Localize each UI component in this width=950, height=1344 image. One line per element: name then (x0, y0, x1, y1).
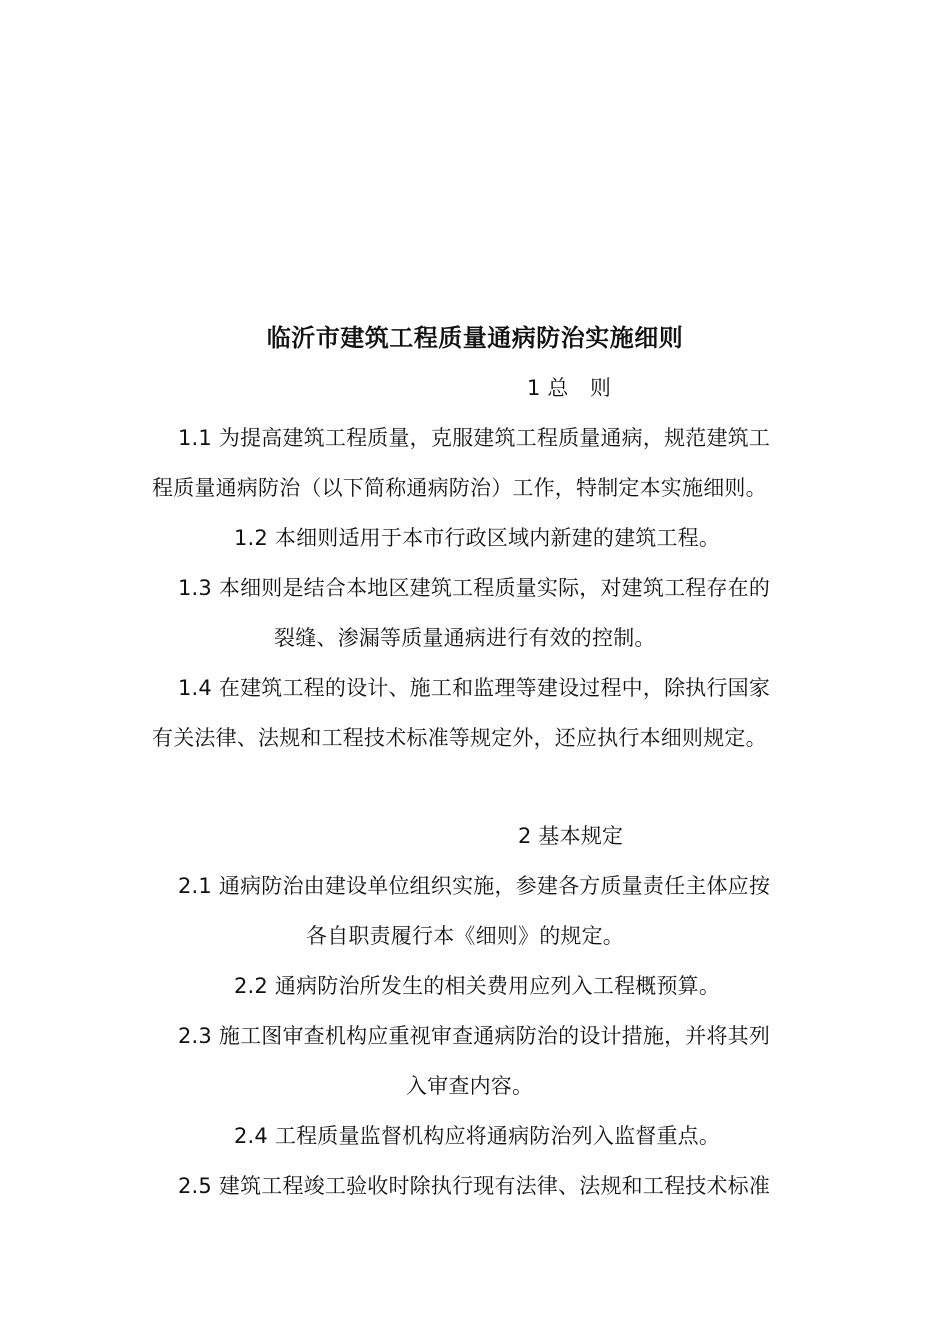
clause-2-1-line-1: 2.1 通病防治由建设单位组织实施，参建各方质量责任主体应按 (178, 874, 771, 898)
clause-1-1-line-2: 程质量通病防治（以下简称通病防治）工作，特制定本实施细则。 (152, 476, 767, 500)
clause-2-3-line-1: 2.3 施工图审查机构应重视审查通病防治的设计措施，并将其列 (178, 1024, 771, 1048)
clause-2-3-line-2: 入审查内容。 (406, 1074, 534, 1098)
clause-2-2: 2.2 通病防治所发生的相关费用应列入工程概预算。 (234, 974, 721, 998)
clause-1-4-line-1: 1.4 在建筑工程的设计、施工和监理等建设过程中，除执行国家 (178, 676, 771, 700)
clause-1-3-line-2: 裂缝、渗漏等质量通病进行有效的控制。 (274, 626, 656, 650)
clause-1-3-line-1: 1.3 本细则是结合本地区建筑工程质量实际，对建筑工程存在的 (178, 576, 771, 600)
clause-1-2: 1.2 本细则适用于本市行政区域内新建的建筑工程。 (234, 526, 721, 550)
section-1-heading: 1 总 则 (527, 376, 612, 400)
clause-1-4-line-2: 有关法律、法规和工程技术标准等规定外，还应执行本细则规定。 (152, 726, 767, 750)
clause-2-5-line-1: 2.5 建筑工程竣工验收时除执行现有法律、法规和工程技术标准 (178, 1174, 771, 1198)
clause-2-1-line-2: 各自职责履行本《细则》的规定。 (306, 924, 624, 948)
clause-1-1-line-1: 1.1 为提高建筑工程质量，克服建筑工程质量通病，规范建筑工 (178, 426, 771, 450)
clause-2-4: 2.4 工程质量监督机构应将通病防治列入监督重点。 (234, 1124, 721, 1148)
section-2-heading: 2 基本规定 (518, 824, 624, 848)
document-title: 临沂市建筑工程质量通病防治实施细则 (266, 324, 684, 352)
